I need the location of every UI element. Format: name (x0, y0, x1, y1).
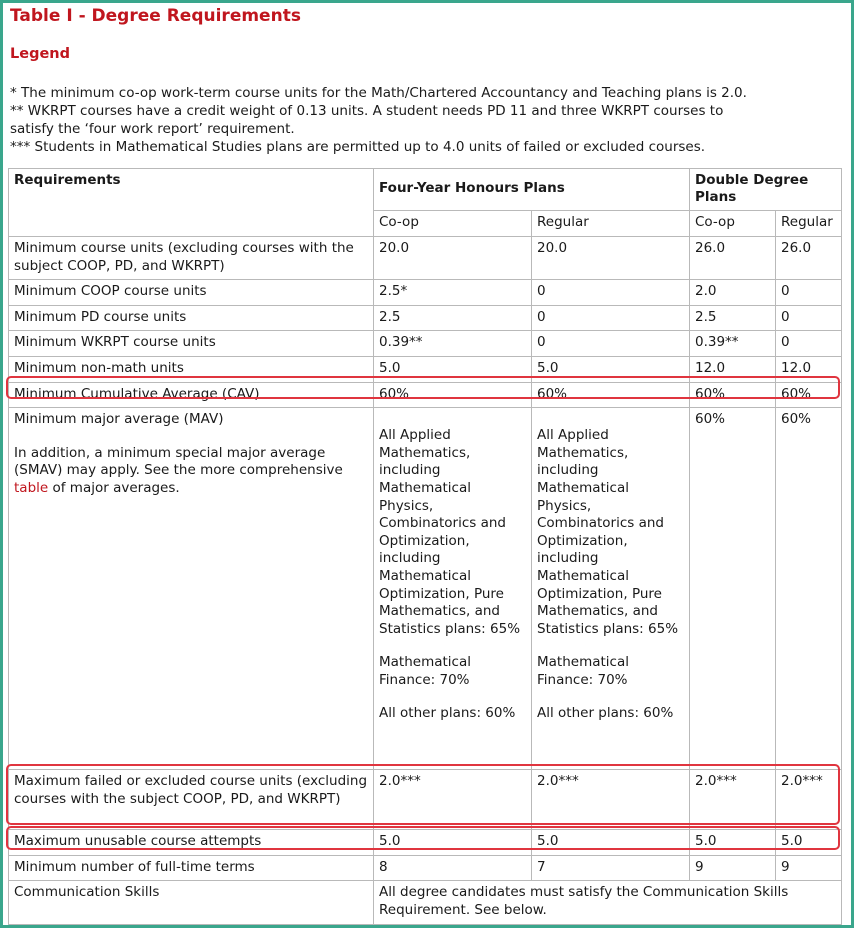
row-label: Minimum Cumulative Average (CAV) (9, 382, 374, 408)
table-row (9, 305, 842, 331)
row-label: Communication Skills (9, 881, 374, 924)
header-requirements: Requirements (9, 169, 374, 237)
cell-value: 60% (776, 382, 842, 408)
cell-value: 0 (532, 331, 690, 357)
cell-value: 7 (532, 855, 690, 881)
cell-value: 9 (776, 855, 842, 881)
table-row-unusable (9, 830, 842, 856)
table-row-cav (9, 382, 842, 408)
cell-value: 5.0 (532, 830, 690, 856)
mav-applied: All Applied Mathematics, including Mathematical Physics, Combinatorics and Optimization, including Mathematical Optimization, Pure Mathematics, and Statistics plans: 65% (379, 427, 521, 637)
cell-value: 5.0 (374, 830, 532, 856)
cell-value: 2.0*** (532, 770, 690, 830)
header-four-year-honours: Four-Year Honours Plans (374, 169, 690, 211)
row-label: Maximum unusable course attempts (9, 830, 374, 856)
row-label: Minimum COOP course units (9, 280, 374, 306)
smav-note-text-end: of major averages. (52, 479, 180, 496)
table-row (9, 331, 842, 357)
header-double-degree: Double Degree Plans (690, 169, 842, 211)
cell-value: 0 (776, 280, 842, 306)
table-row-failed (9, 770, 842, 830)
legend-notes (10, 84, 842, 156)
cell-value: 60% (690, 382, 776, 408)
cell-value: 0.39** (374, 331, 532, 357)
cell-value (374, 408, 532, 770)
cell-value: 5.0 (776, 830, 842, 856)
cell-value: 60% (776, 408, 842, 770)
cell-value: 12.0 (690, 356, 776, 382)
cell-value: 60% (374, 382, 532, 408)
cell-value: 0 (776, 305, 842, 331)
subheader-coop: Co-op (690, 211, 776, 237)
cell-value: 9 (690, 855, 776, 881)
legend-note: * The minimum co-op work-term course units for the Math/Chartered Accountancy and Teaching plans is 2.0. (10, 85, 747, 101)
smav-note-text: In addition, a minimum special major average (SMAV) may apply. See the more comprehensive (14, 444, 343, 479)
cell-value: 2.0 (690, 280, 776, 306)
subheader-coop: Co-op (374, 211, 532, 237)
cell-value: 2.0*** (690, 770, 776, 830)
row-label: Minimum non-math units (9, 356, 374, 382)
degree-requirements-table (8, 168, 842, 925)
legend-note: *** Students in Mathematical Studies plans are permitted up to 4.0 units of failed or excluded courses. (10, 139, 706, 155)
cell-value: 20.0 (532, 237, 690, 280)
cell-value: 0.39** (690, 331, 776, 357)
table-row (9, 855, 842, 881)
mav-other: All other plans: 60% (537, 705, 674, 722)
cell-value: 60% (690, 408, 776, 770)
mav-label: Minimum major average (MAV) (14, 411, 224, 428)
cell-value: 2.0*** (374, 770, 532, 830)
cell-value: 2.5* (374, 280, 532, 306)
cell-value: 2.0*** (776, 770, 842, 830)
major-averages-table-link[interactable]: table (14, 479, 49, 496)
communication-skills-text: All degree candidates must satisfy the Communication Skills Requirement. See below. (374, 881, 842, 924)
legend-note: ** WKRPT courses have a credit weight of 0.13 units. A student needs PD 11 and three WKRPT courses to (10, 103, 724, 119)
mav-other: All other plans: 60% (379, 705, 516, 722)
cell-value: 5.0 (690, 830, 776, 856)
cell-value: 2.5 (374, 305, 532, 331)
legend-heading: Legend (10, 46, 70, 62)
cell-value: 20.0 (374, 237, 532, 280)
table-row (9, 237, 842, 280)
cell-value: 0 (532, 280, 690, 306)
table-header-row (9, 169, 842, 211)
row-label (9, 408, 374, 770)
subheader-regular: Regular (776, 211, 842, 237)
subheader-regular: Regular (532, 211, 690, 237)
row-label: Maximum failed or excluded course units (excluding courses with the subject COOP, PD, and WKRPT) (9, 770, 374, 830)
table-row (9, 881, 842, 924)
cell-value: 8 (374, 855, 532, 881)
table-row (9, 356, 842, 382)
cell-value: 26.0 (690, 237, 776, 280)
mav-applied: All Applied Mathematics, including Mathematical Physics, Combinatorics and Optimization, including Mathematical Optimization, Pure Mathematics, and Statistics plans: 65% (537, 427, 679, 637)
row-label: Minimum course units (excluding courses with the subject COOP, PD, and WKRPT) (9, 237, 374, 280)
cell-value: 0 (776, 331, 842, 357)
cell-value: 60% (532, 382, 690, 408)
row-label: Minimum PD course units (9, 305, 374, 331)
cell-value: 12.0 (776, 356, 842, 382)
cell-value: 5.0 (532, 356, 690, 382)
row-label: Minimum WKRPT course units (9, 331, 374, 357)
cell-value: 5.0 (374, 356, 532, 382)
cell-value: 26.0 (776, 237, 842, 280)
table-row-mav (9, 408, 842, 770)
cell-value (532, 408, 690, 770)
row-label: Minimum number of full-time terms (9, 855, 374, 881)
smav-note (14, 445, 368, 498)
mav-finance: Mathematical Finance: 70% (537, 654, 629, 688)
page-title: Table I - Degree Requirements (10, 6, 301, 26)
legend-note: satisfy the ‘four work report’ requirement. (10, 121, 295, 137)
cell-value: 0 (532, 305, 690, 331)
cell-value: 2.5 (690, 305, 776, 331)
mav-finance: Mathematical Finance: 70% (379, 654, 471, 688)
table-row (9, 280, 842, 306)
